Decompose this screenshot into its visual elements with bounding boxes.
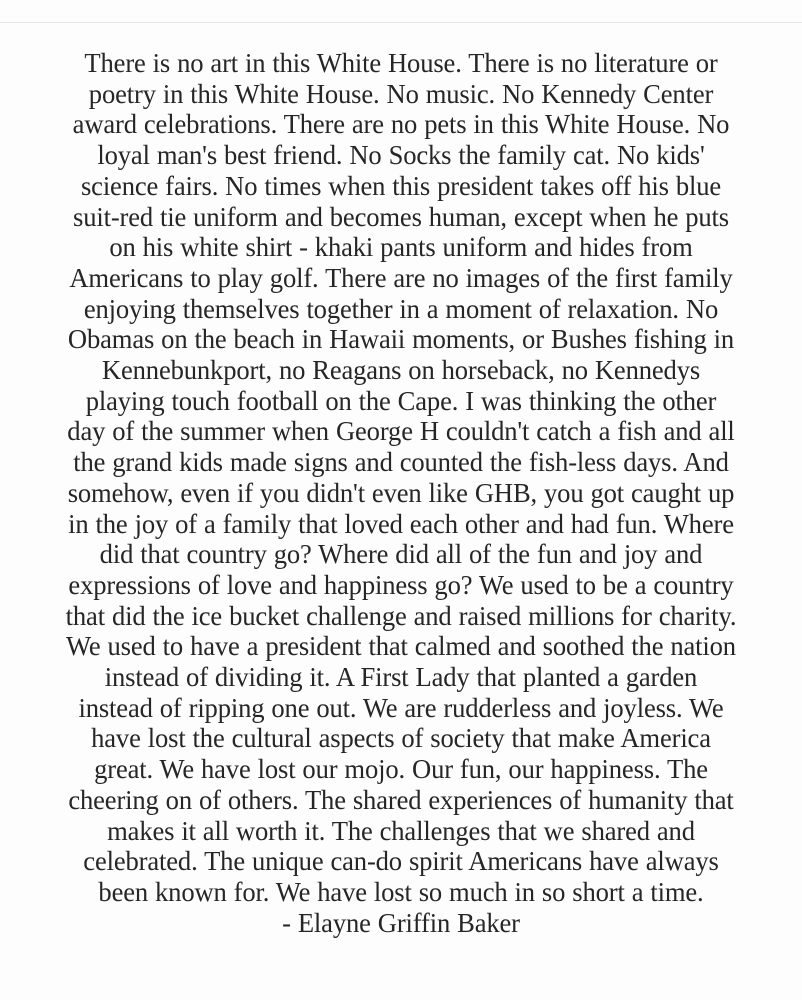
quote-line: We used to have a president that calmed and soothed the nation	[66, 631, 736, 662]
quote-line: There is no art in this White House. There is no literature or	[84, 48, 718, 78]
quote-line: Americans to play golf. There are no images of the first family	[69, 262, 733, 293]
quote-line: expressions of love and happiness go? We used to be a country	[68, 569, 734, 600]
quote-text-block	[0, 48, 802, 938]
quote-line: Obamas on the beach in Hawaii moments, or Bushes fishing in	[67, 324, 735, 355]
quote-line: in the joy of a family that loved each other and had fun. Where	[68, 508, 734, 539]
quote-line: celebrated. The unique can-do spirit Americans have always	[83, 846, 719, 877]
quote-line: that did the ice bucket challenge and raised millions for charity.	[65, 600, 737, 631]
quote-line: playing touch football on the Cape. I was thinking the other	[85, 385, 717, 416]
top-divider	[0, 22, 802, 23]
quote-line: award celebrations. There are no pets in this White House. No	[72, 109, 730, 140]
quote-line: the grand kids made signs and counted the fish-less days. And	[73, 447, 729, 478]
quote-line: cheering on of others. The shared experiences of humanity that	[68, 784, 734, 815]
quote-line: day of the summer when George H couldn't catch a fish and all	[67, 416, 735, 447]
quote-line: makes it all worth it. The challenges that we shared and	[107, 815, 695, 846]
quote-line: science fairs. No times when this president takes off his blue	[80, 170, 722, 201]
attribution: - Elayne Griffin Baker	[282, 907, 520, 938]
quote-line: instead of dividing it. A First Lady that planted a garden	[104, 662, 698, 693]
quote-line: somehow, even if you didn't even like GHB, you got caught up	[67, 477, 735, 508]
quote-line: great. We have lost our mojo. Our fun, our happiness. The	[94, 754, 708, 785]
quote-line: enjoying themselves together in a moment of relaxation. No	[83, 293, 719, 324]
quote-line: have lost the cultural aspects of society that make America	[91, 723, 711, 754]
quote-line: on his white shirt - khaki pants uniform and hides from	[109, 232, 693, 263]
quote-line: loyal man's best friend. No Socks the family cat. No kids'	[97, 140, 705, 171]
quote-line: suit-red tie uniform and becomes human, except when he puts	[72, 201, 730, 232]
quote-line: poetry in this White House. No music. No Kennedy Center	[88, 78, 714, 109]
quote-line: did that country go? Where did all of the fun and joy and	[99, 539, 703, 570]
quote-line: Kennebunkport, no Reagans on horseback, no Kennedys	[101, 355, 701, 386]
quote-line: been known for. We have lost so much in so short a time.	[98, 876, 704, 907]
quote-line: instead of ripping one out. We are rudderless and joyless. We	[78, 692, 724, 723]
